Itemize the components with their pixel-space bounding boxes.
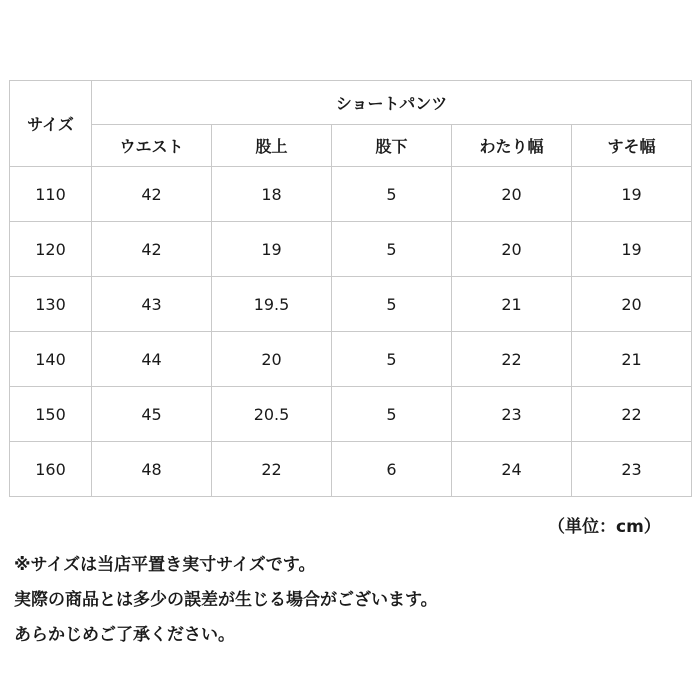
inseam-cell: 5 [332, 387, 452, 442]
size-cell: 160 [10, 442, 92, 497]
size-cell: 120 [10, 222, 92, 277]
hem-width-cell: 20 [572, 277, 692, 332]
waist-cell: 42 [92, 167, 212, 222]
size-header: サイズ [10, 81, 92, 167]
note-line: 実際の商品とは多少の誤差が生じる場合がございます。 [14, 590, 438, 610]
column-header-waist: ウエスト [92, 125, 212, 167]
hem-width-cell: 23 [572, 442, 692, 497]
table-header-row-group [10, 81, 692, 125]
inseam-cell: 5 [332, 277, 452, 332]
table-header-row-columns [10, 125, 692, 167]
table-row [10, 442, 692, 497]
rise-cell: 19 [212, 222, 332, 277]
column-header-hem-width: すそ幅 [572, 125, 692, 167]
thigh-width-cell: 23 [452, 387, 572, 442]
column-header-rise: 股上 [212, 125, 332, 167]
waist-cell: 48 [92, 442, 212, 497]
hem-width-cell: 19 [572, 222, 692, 277]
table-row [10, 332, 692, 387]
product-group-header: ショートパンツ [92, 81, 692, 125]
thigh-width-cell: 22 [452, 332, 572, 387]
inseam-cell: 6 [332, 442, 452, 497]
thigh-width-cell: 24 [452, 442, 572, 497]
rise-cell: 18 [212, 167, 332, 222]
size-cell: 140 [10, 332, 92, 387]
waist-cell: 42 [92, 222, 212, 277]
column-header-thigh-width: わたり幅 [452, 125, 572, 167]
thigh-width-cell: 21 [452, 277, 572, 332]
table-row [10, 222, 692, 277]
rise-cell: 20.5 [212, 387, 332, 442]
inseam-cell: 5 [332, 222, 452, 277]
waist-cell: 43 [92, 277, 212, 332]
notes-block [14, 548, 438, 653]
size-cell: 110 [10, 167, 92, 222]
waist-cell: 45 [92, 387, 212, 442]
rise-cell: 20 [212, 332, 332, 387]
table-row [10, 277, 692, 332]
thigh-width-cell: 20 [452, 222, 572, 277]
unit-note: （単位：cm） [548, 517, 661, 537]
hem-width-cell: 22 [572, 387, 692, 442]
size-chart-table [9, 80, 692, 497]
note-line: あらかじめご了承ください。 [14, 625, 235, 645]
inseam-cell: 5 [332, 167, 452, 222]
thigh-width-cell: 20 [452, 167, 572, 222]
rise-cell: 19.5 [212, 277, 332, 332]
hem-width-cell: 21 [572, 332, 692, 387]
table-row [10, 387, 692, 442]
size-cell: 130 [10, 277, 92, 332]
size-cell: 150 [10, 387, 92, 442]
column-header-inseam: 股下 [332, 125, 452, 167]
note-line: ※サイズは当店平置き実寸サイズです。 [14, 555, 316, 575]
rise-cell: 22 [212, 442, 332, 497]
waist-cell: 44 [92, 332, 212, 387]
hem-width-cell: 19 [572, 167, 692, 222]
inseam-cell: 5 [332, 332, 452, 387]
table-row [10, 167, 692, 222]
